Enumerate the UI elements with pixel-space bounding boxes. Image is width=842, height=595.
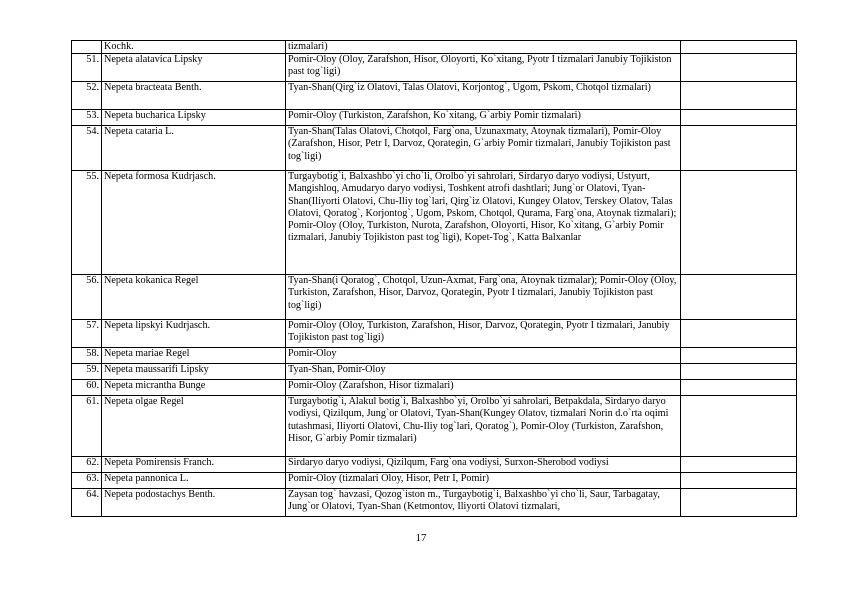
empty-cell: [681, 275, 797, 320]
empty-cell: [681, 110, 797, 126]
row-number: 52.: [72, 82, 102, 110]
species-name: Nepeta Pomirensis Franch.: [102, 457, 286, 473]
distribution: Pomir-Oloy (tizmalari Oloy, Hisor, Petr I, Pomir): [286, 473, 681, 489]
distribution: Tyan-Shan, Pomir-Oloy: [286, 364, 681, 380]
species-name: Nepeta mariae Regel: [102, 348, 286, 364]
distribution: Tyan-Shan(i Qoratog`, Chotqol, Uzun-Axmat, Farg`ona, Atoynak tizmalar); Pomir-Oloy (Oloy, Turkiston, Zarafshon, Hisor, Darvoz, Qorategin, Pyotr I tizmalari, Janubiy Tojikiston past tog`ligi): [286, 275, 681, 320]
species-name: Nepeta lipskyi Kudrjasch.: [102, 320, 286, 348]
row-number: 56.: [72, 275, 102, 320]
species-table: [71, 40, 797, 517]
empty-cell: [681, 54, 797, 82]
row-number: 57.: [72, 320, 102, 348]
empty-cell: [681, 396, 797, 457]
table-row: [72, 275, 797, 320]
distribution: Pomir-Oloy (Oloy, Zarafshon, Hisor, Oloyorti, Ko`xitang, Pyotr I tizmalari Janubiy Tojikiston past tog`ligi): [286, 54, 681, 82]
species-name: Nepeta maussarifi Lipsky: [102, 364, 286, 380]
distribution: tizmalari): [286, 41, 681, 54]
table-row: [72, 171, 797, 275]
row-number: 58.: [72, 348, 102, 364]
table-row: [72, 380, 797, 396]
empty-cell: [681, 82, 797, 110]
row-number: 53.: [72, 110, 102, 126]
row-number: 63.: [72, 473, 102, 489]
table-row: [72, 364, 797, 380]
species-name: Nepeta bucharica Lipsky: [102, 110, 286, 126]
table-row: [72, 54, 797, 82]
table-row: [72, 110, 797, 126]
distribution: Pomir-Oloy (Oloy, Turkiston, Zarafshon, Hisor, Darvoz, Qorategin, Pyotr I tizmalari, Janubiy Tojikiston past tog`ligi): [286, 320, 681, 348]
empty-cell: [681, 320, 797, 348]
row-number: 61.: [72, 396, 102, 457]
empty-cell: [681, 489, 797, 517]
table-row: [72, 348, 797, 364]
distribution: Pomir-Oloy (Turkiston, Zarafshon, Ko`xitang, G`arbiy Pomir tizmalari): [286, 110, 681, 126]
species-name: Nepeta olgae Regel: [102, 396, 286, 457]
distribution: Zaysan tog` havzasi, Qozog`iston m., Turgaybotig`i, Balxashbo`yi cho`li, Saur, Tarbagatay, Jung`or Olatovi, Tyan-Shan (Ketmontov, Iliyorti Olatovi tizmalari,: [286, 489, 681, 517]
row-number: 51.: [72, 54, 102, 82]
species-name: Nepeta formosa Kudrjasch.: [102, 171, 286, 275]
distribution: Sirdaryo daryo vodiysi, Qizilqum, Farg`ona vodiysi, Surxon-Sherobod vodiysi: [286, 457, 681, 473]
distribution: Turgaybotig`i, Balxashbo`yi cho`li, Orolbo`yi sahrolari, Sirdaryo daryo vodiysi, Ustyurt, Mangishloq, Amudaryo daryo vodiysi, Toshkent atrofi dashtlari; Jung`or Olatovi, Tyan-Shan(Iliyorti Olatovi, Chu-Iliy tog`lari, Qirg`iz Olatovi, Kungey Olatov, Terskey Olatov, Talas Olatovi, Qoratog`, Korjontog`, Ugom, Pskom, Chotqol, Qurama, Farg`ona, Atoynak tizmalari); Pomir-Oloy (Oloy, Turkiston, Nurota, Zarafshon, Oloyorti, Hisor, Ko`xitang, G`arbiy Pomir tizmalari, Janubiy Tojikiston past tog`ligi), Kopet-Tog`, Katta Balxanlar: [286, 171, 681, 275]
species-name: Nepeta pannonica L.: [102, 473, 286, 489]
distribution: Pomir-Oloy: [286, 348, 681, 364]
empty-cell: [681, 364, 797, 380]
species-name: Nepeta kokanica Regel: [102, 275, 286, 320]
species-name: Nepeta bracteata Benth.: [102, 82, 286, 110]
row-number: 62.: [72, 457, 102, 473]
distribution: Tyan-Shan(Talas Olatovi, Chotqol, Farg`ona, Uzunaxmaty, Atoynak tizmalari), Pomir-Oloy (Zarafshon, Hisor, Petr I, Darvoz, Qorategin, G`arbiy Pomir tizmalari, Janubiy Tojikiston past tog`ligi): [286, 126, 681, 171]
distribution: Pomir-Oloy (Zarafshon, Hisor tizmalari): [286, 380, 681, 396]
empty-cell: [681, 41, 797, 54]
table-row: [72, 457, 797, 473]
row-number: 55.: [72, 171, 102, 275]
table-row: [72, 82, 797, 110]
species-name: Nepeta alatavica Lipsky: [102, 54, 286, 82]
table-row: [72, 489, 797, 517]
species-name: Nepeta podostachys Benth.: [102, 489, 286, 517]
empty-cell: [681, 457, 797, 473]
distribution: Tyan-Shan(Qirg`iz Olatovi, Talas Olatovi, Korjontog`, Ugom, Pskom, Chotqol tizmalari): [286, 82, 681, 110]
species-name: Nepeta micrantha Bunge: [102, 380, 286, 396]
row-number: [72, 41, 102, 54]
row-number: 54.: [72, 126, 102, 171]
row-number: 64.: [72, 489, 102, 517]
empty-cell: [681, 348, 797, 364]
table-row: [72, 396, 797, 457]
empty-cell: [681, 473, 797, 489]
empty-cell: [681, 380, 797, 396]
table-row: [72, 41, 797, 54]
page-number: 17: [415, 532, 427, 544]
empty-cell: [681, 171, 797, 275]
empty-cell: [681, 126, 797, 171]
species-name: Kochk.: [102, 41, 286, 54]
row-number: 59.: [72, 364, 102, 380]
table-row: [72, 126, 797, 171]
table-row: [72, 473, 797, 489]
table-row: [72, 320, 797, 348]
distribution: Turgaybotig`i, Alakul botig`i, Balxashbo`yi, Orolbo`yi sahrolari, Betpakdala, Sirdaryo daryo vodiysi, Qizilqum, Jung`or Olatovi, Tyan-Shan(Kungey Olatov, tizmalari Norin d.o`rta oqimi tutashmasi, Iliyorti Olatovi, Chu-Iliy tog`lari, Qoratog`), Pomir-Oloy (Turkiston, Zarafshon, Hisor, G`arbiy Pomir tizmalari): [286, 396, 681, 457]
species-name: Nepeta cataria L.: [102, 126, 286, 171]
row-number: 60.: [72, 380, 102, 396]
